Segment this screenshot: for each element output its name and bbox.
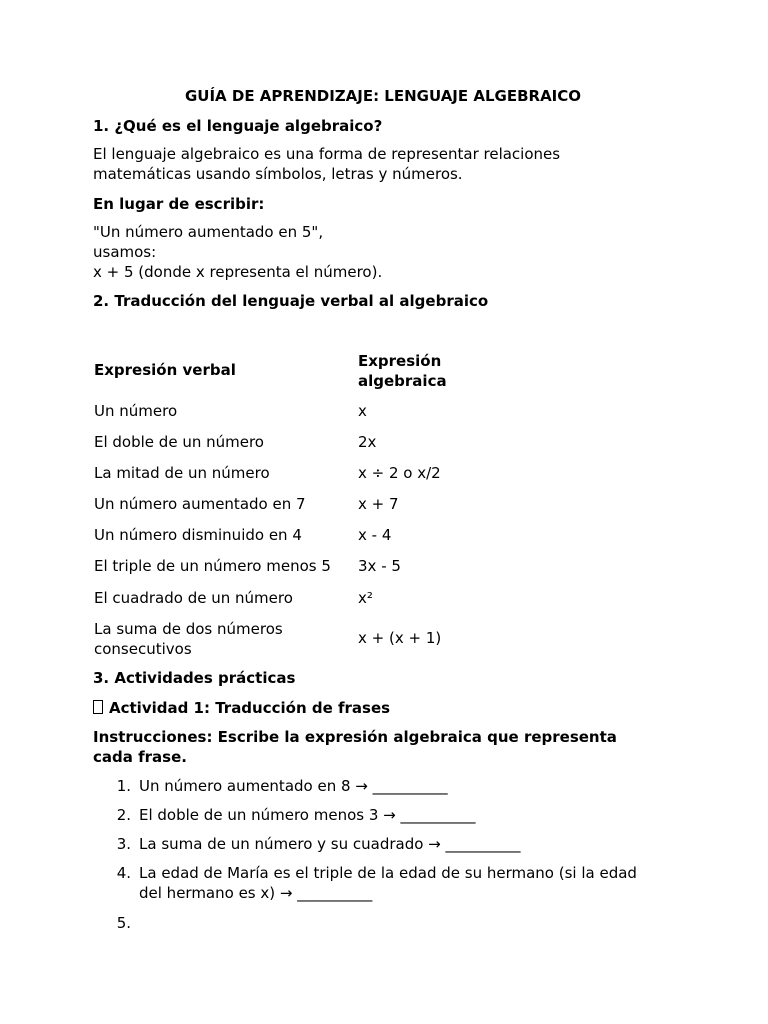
table-cell-algebraic: 3x - 5 (358, 557, 401, 575)
section1-paragraph (93, 144, 560, 184)
table-header-verbal: Expresión verbal (94, 361, 236, 379)
table-cell-verbal: Un número aumentado en 7 (94, 495, 306, 513)
table-cell-algebraic: x + (x + 1) (358, 629, 442, 647)
example-line: usamos: (93, 243, 157, 261)
section1-example (93, 222, 382, 282)
table-cell-algebraic: x² (358, 589, 373, 607)
paragraph-line: El lenguaje algebraico es una forma de representar relaciones (93, 145, 561, 163)
section1-subheading: En lugar de escribir: (93, 195, 265, 213)
table-cell-verbal: El cuadrado de un número (94, 589, 293, 607)
table-cell-verbal: Un número (94, 402, 178, 420)
table-cell-verbal: El doble de un número (94, 433, 264, 451)
table-cell-algebraic: x - 4 (358, 526, 392, 544)
table-cell-algebraic: 2x (358, 433, 377, 451)
table-cell-verbal: La suma de dos números consecutivos (94, 620, 283, 658)
table-header-algebraic: Expresión algebraica (358, 352, 447, 390)
table-cell-verbal: El triple de un número menos 5 (94, 557, 331, 575)
page-title: GUÍA DE APRENDIZAJE: LENGUAJE ALGEBRAICO (184, 87, 582, 105)
table-cell-verbal: La mitad de un número (94, 464, 270, 482)
table-cell-algebraic: x + 7 (358, 495, 399, 513)
section1-heading: 1. ¿Qué es el lenguaje algebraico? (93, 117, 383, 135)
missing-glyph-icon (93, 700, 103, 714)
table-cell-algebraic: x (358, 402, 367, 420)
paragraph-line: matemáticas usando símbolos, letras y números. (93, 165, 463, 183)
activity-instructions: Instrucciones: Escribe la expresión algebraica que representa cada frase. (93, 728, 617, 766)
example-line: x + 5 (donde x representa el número). (93, 263, 383, 281)
section2-heading: 2. Traducción del lenguaje verbal al algebraico (93, 292, 489, 310)
table-cell-algebraic: x ÷ 2 o x/2 (358, 464, 441, 482)
activity-title: Actividad 1: Traducción de frases (109, 699, 391, 717)
example-line: "Un número aumentado en 5", (93, 223, 324, 241)
activity-heading (93, 698, 390, 718)
table-cell-verbal: Un número disminuido en 4 (94, 526, 302, 544)
section3-heading: 3. Actividades prácticas (93, 669, 296, 687)
